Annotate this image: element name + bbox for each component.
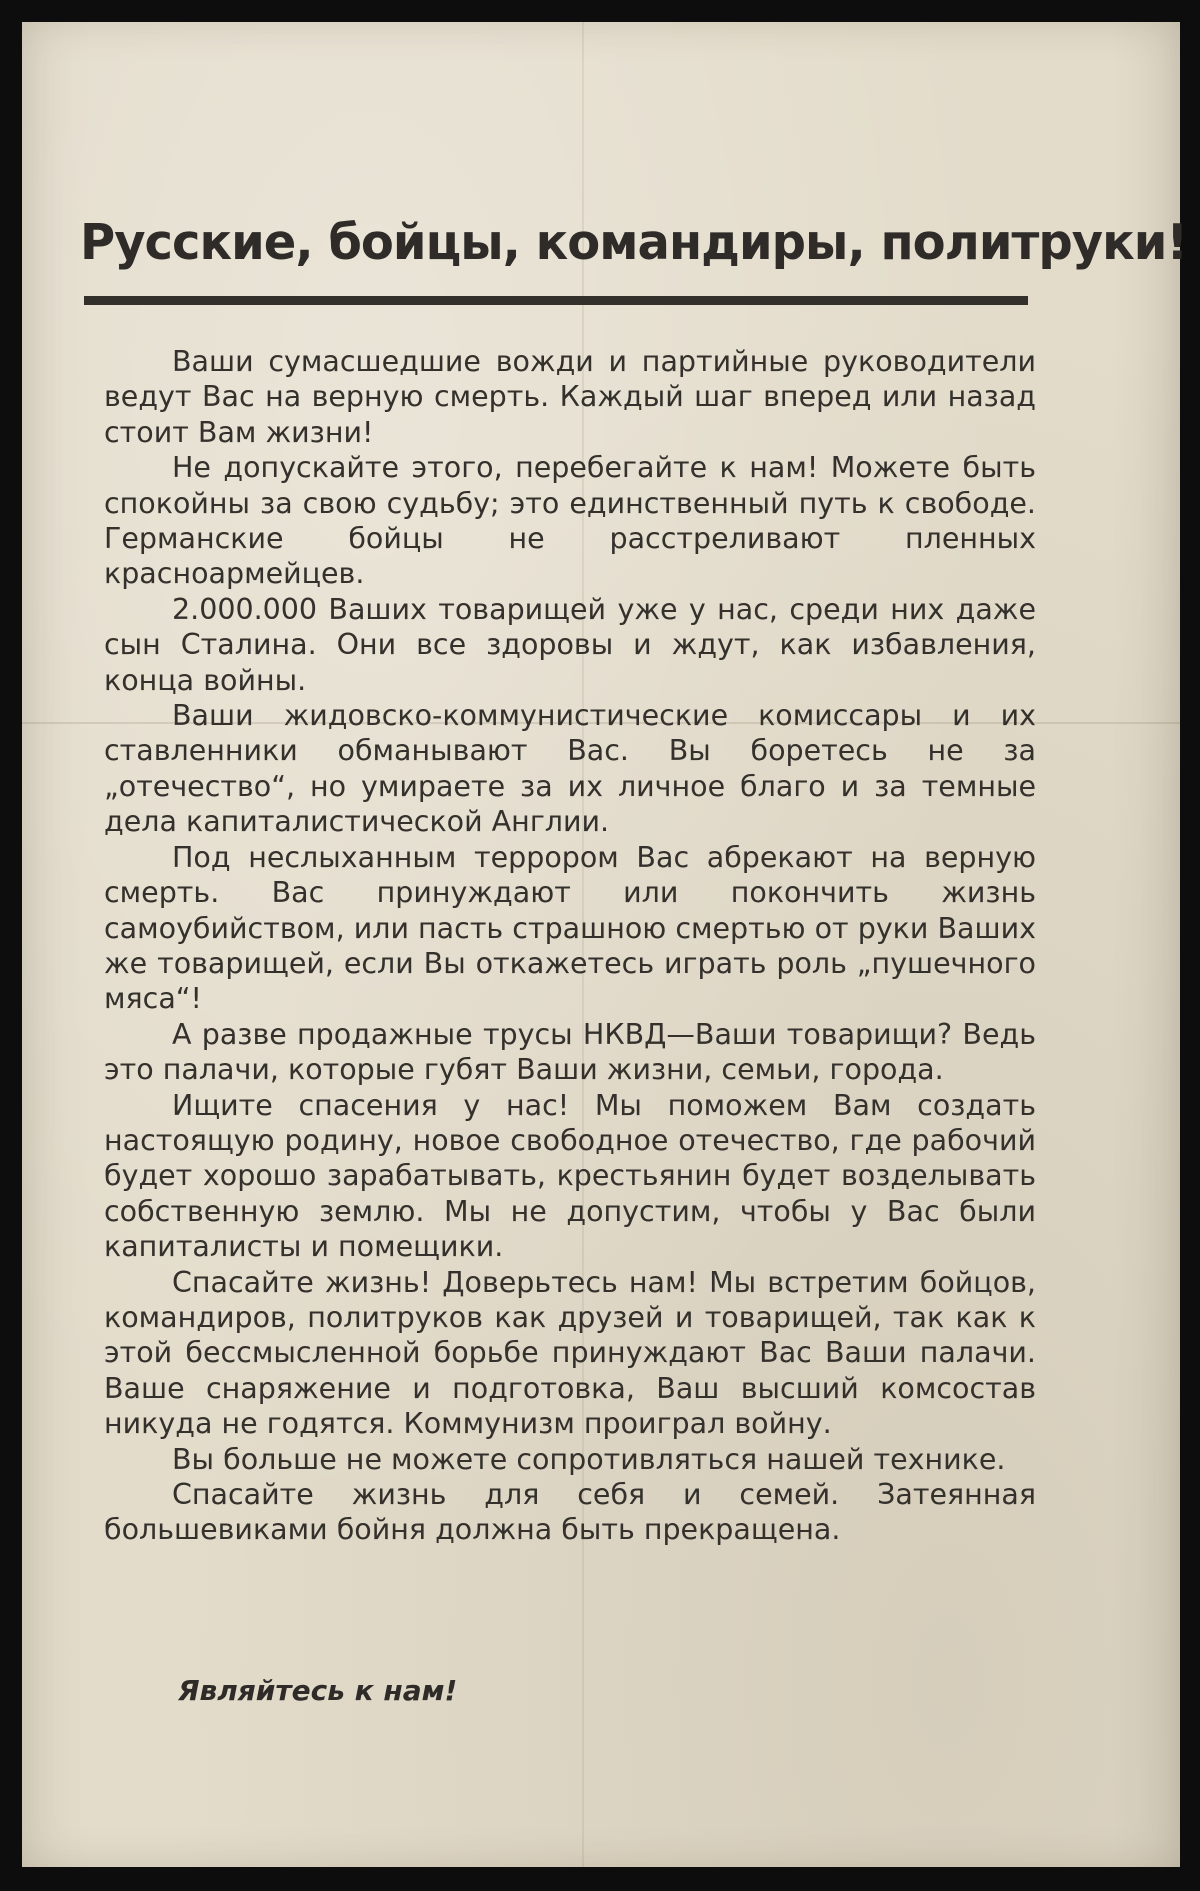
paragraph-1: Ваши сумасшедшие вожди и партийные руководители ведут Вас на верную смерть. Каждый шаг вперед или назад стоит Вам жизни!: [104, 345, 1036, 449]
leaflet-paper: [22, 22, 1188, 1867]
paragraph-9: Вы больше не можете сопротивляться нашей технике.: [172, 1442, 1006, 1476]
paragraph-10: Спасайте жизнь для себя и семей. Затеянная большевиками бойня должна быть прекращена.: [104, 1478, 1036, 1547]
paragraph-2: Не допускайте этого, перебегайте к нам! Можете быть спокойны за свою судьбу; это единственный путь к свободе. Германские бойцы не расстреливают пленных красноармейцев.: [104, 451, 1036, 591]
paragraph-6: А разве продажные трусы НКВД—Ваши товарищи? Ведь это палачи, которые губят Ваши жизни, семьи, города.: [104, 1017, 1036, 1087]
leaflet-title: Русские, бойцы, командиры, политруки!: [80, 214, 1188, 271]
paragraph-7: Ищите спасения у нас! Мы поможем Вам создать настоящую родину, новое свободное отечество, где рабочий будет хорошо зарабатывать, крестьянин будет возделывать собственную землю. Мы не допустим, чтобы у Вас были капиталисты и помещики.: [104, 1088, 1036, 1264]
title-underline: [84, 296, 1028, 305]
leaflet-body: [104, 344, 1036, 1548]
paragraph-3: 2.000.000 Ваших товарищей уже у нас, среди них даже сын Сталина. Они все здоровы и ждут, как избавления, конца войны.: [104, 592, 1036, 697]
paragraph-4: Ваши жидовско-коммунистические комиссары и их ставленники обманывают Вас. Вы боретесь не за „отечество“, но умираете за их личное благо и за темные дела капиталистической Англии.: [104, 699, 1036, 839]
paragraph-8: Спасайте жизнь! Доверьтесь нам! Мы встретим бойцов, командиров, политруков как друзей и товарищей, так как к этой бессмысленной борьбе принуждают Вас Ваши палачи. Ваше снаряжение и подготовка, Ваш высший комсостав никуда не годятся. Коммунизм проиграл войну.: [104, 1265, 1036, 1441]
closing-call: Являйтесь к нам!: [178, 1674, 458, 1707]
paragraph-5: Под неслыханным террором Вас абрекают на верную смерть. Вас принуждают или покончить жизнь самоубийством, или пасть страшною смертью от руки Ваших же товарищей, если Вы откажетесь играть роль „пушечного мяса“!: [104, 840, 1036, 1016]
